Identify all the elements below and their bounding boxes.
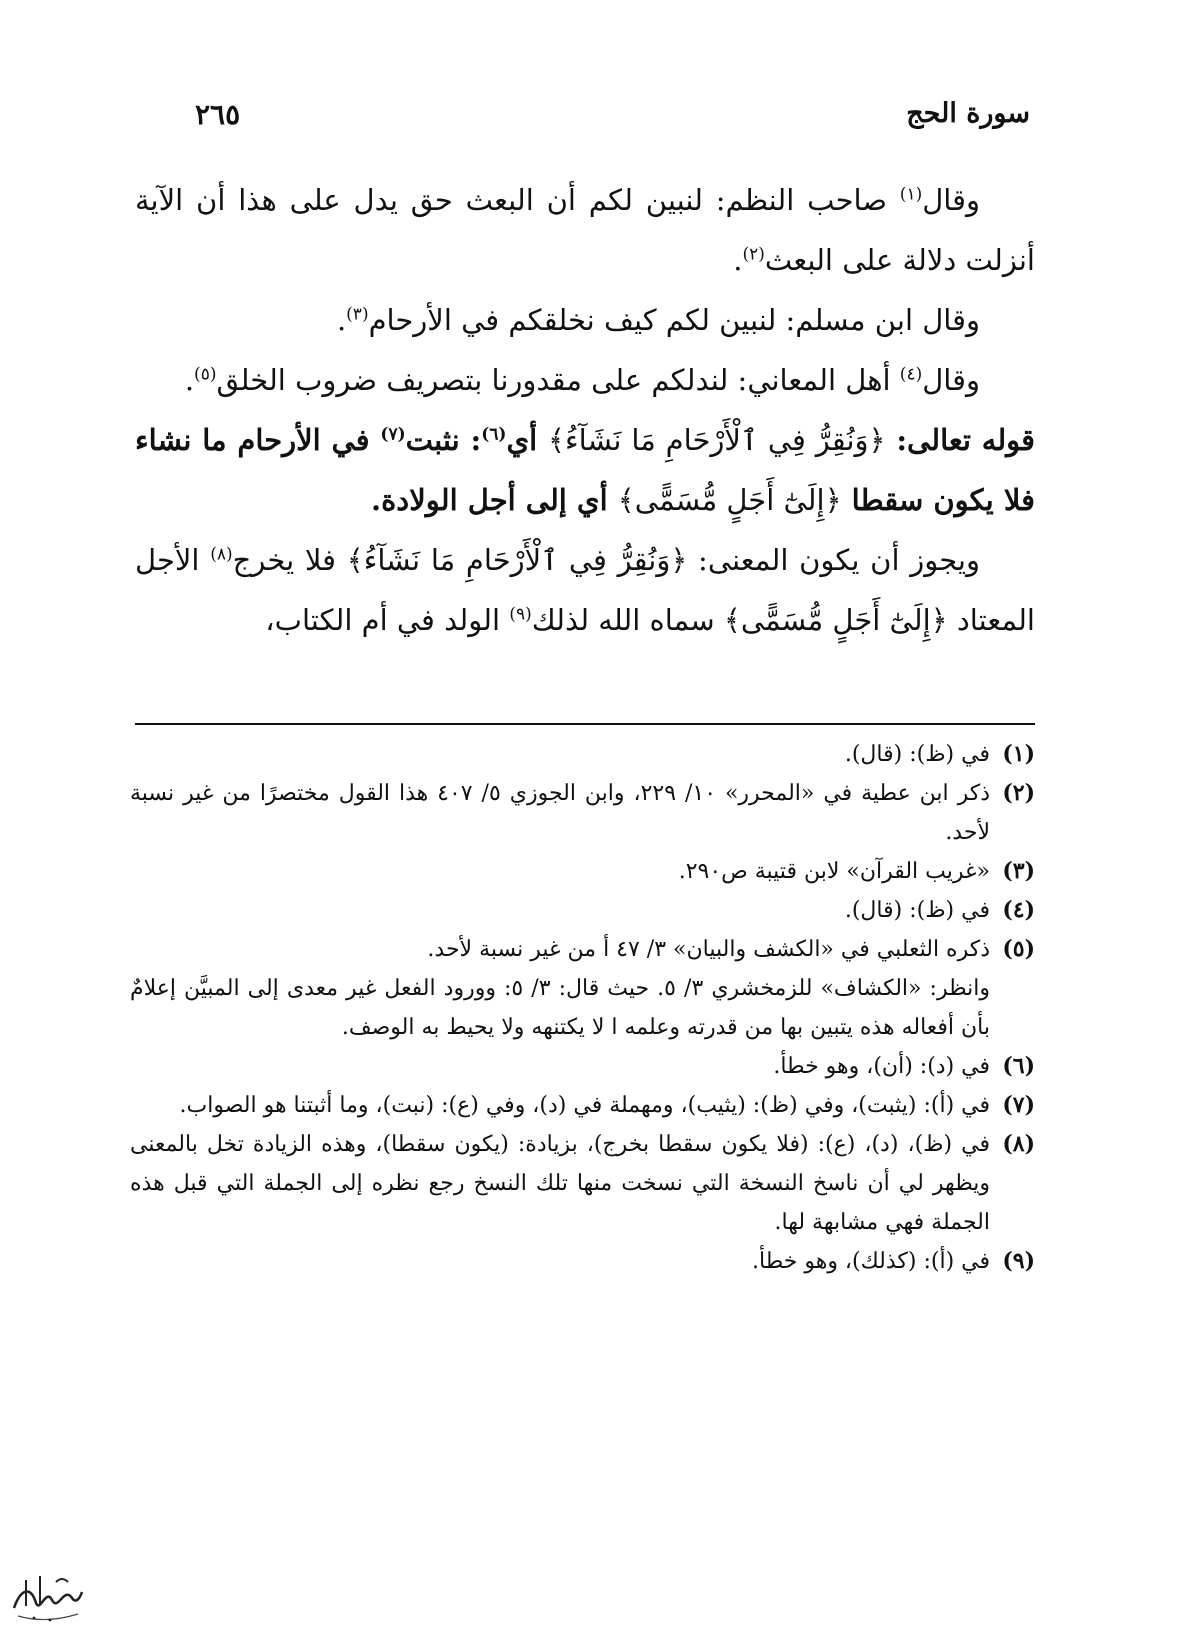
page-header <box>195 98 1030 146</box>
footnote-7 <box>130 1086 1035 1125</box>
paragraph-1 <box>135 170 1035 290</box>
footnote-text: في (أ): (يثبت)، وفي (ظ): (يثيب)، ومهملة في (د)، وفي (ع): (نبت)، وما أثبتنا هو الصواب. <box>179 1093 990 1118</box>
footnote-number: (٢) <box>1002 780 1035 806</box>
text-run: وقال <box>922 363 980 397</box>
footnote-ref-1[interactable]: (١) <box>899 184 923 205</box>
footnote-number: (٣) <box>1002 858 1035 884</box>
footnote-number: (١) <box>1002 741 1035 767</box>
paragraph-5 <box>135 530 1035 650</box>
footnote-5 <box>130 930 1035 1047</box>
text-run: ويجوز أن يكون المعنى: <box>687 543 980 577</box>
text-run: : نثبت <box>405 423 482 457</box>
text-run: وقال <box>922 183 980 217</box>
footnote-3 <box>130 852 1035 891</box>
footnote-number: (٨) <box>1002 1131 1035 1157</box>
footnote-number: (٤) <box>1002 897 1035 923</box>
paragraph-3 <box>135 350 1035 410</box>
footnote-text: «غريب القرآن» لابن قتيبة ص٢٩٠. <box>678 859 990 884</box>
text-run: الأجل المعتاد <box>135 543 1035 637</box>
text-run: فلا يخرج <box>232 543 347 577</box>
footnote-number: (٦) <box>1002 1053 1035 1079</box>
footnote-text: ذكر ابن عطية في «المحرر» ١٠/ ٢٢٩، وابن الجوزي ٥/ ٤٠٧ هذا القول مختصرًا من غير نسبة لأحد. <box>130 781 990 845</box>
footnote-text-line: وانظر: «الكشاف» للزمخشري ٣/ ٥. حيث قال: ٣/ ٥: وورود الفعل غير معدى إلى المبيَّن إعلامٌ بأن أفعاله هذه يتبين بها من قدرته وعلمه ا لا يكتنهه ولا يحيط به الوصف. <box>130 976 991 1040</box>
footnote-text: في (أ): (كذلك)، وهو خطأ. <box>752 1249 990 1274</box>
footnote-number: (٧) <box>1002 1092 1035 1118</box>
text-run: صاحب النظم: لنبين لكم أن البعث حق يدل على هذا أن الآية أنزلت دلالة على البعث <box>135 183 1035 277</box>
paragraph-2 <box>135 290 1035 350</box>
footnote-ref-3[interactable]: (٣) <box>346 304 369 325</box>
footnote-text: في (ظ)، (د)، (ع): (فلا يكون سقطا بخرج)، بزيادة: (يكون سقطا)، وهذه الزيادة تخل بالمعنى ويظهر لي أن ناسخ النسخة التي نسخت منها تلك النسخ رجع نظره إلى الجملة التي قبل هذه الجملة فهي مشابهة لها. <box>130 1132 990 1235</box>
footnote-ref-6[interactable]: (٦) <box>481 424 507 445</box>
footnote-text: في (ظ): (قال). <box>844 742 990 767</box>
footnote-ref-8[interactable]: (٨) <box>210 544 233 565</box>
quran-quote: ﴿وَنُقِرُّ فِي ٱلْأَرْحَامِ مَا نَشَآءُ﴾ <box>548 423 886 457</box>
text-run: . <box>184 363 195 397</box>
footnote-divider <box>135 723 1035 725</box>
footnotes <box>130 735 1035 1281</box>
footnote-1 <box>130 735 1035 774</box>
footnote-4 <box>130 891 1035 930</box>
footnote-text: في (ظ): (قال). <box>844 898 990 923</box>
footnote-ref-2[interactable]: (٢) <box>742 244 765 265</box>
footnote-ref-9[interactable]: (٩) <box>509 604 532 625</box>
footnote-ref-5[interactable]: (٥) <box>194 364 217 385</box>
footnote-6 <box>130 1047 1035 1086</box>
page-number: ٢٦٥ <box>195 98 241 131</box>
footnote-ref-4[interactable]: (٤) <box>899 364 923 385</box>
footnote-text-line: ذكره الثعلبي في «الكشف والبيان» ٣/ ٤٧ أ من غير نسبة لأحد. <box>427 937 990 962</box>
text-run: قوله تعالى: <box>885 423 1036 457</box>
footnote-number: (٥) <box>1002 936 1035 962</box>
text-run: . <box>733 243 743 277</box>
text-run: الولد في أم الكتاب، <box>265 603 510 637</box>
surah-title: سورة الحج <box>906 98 1030 129</box>
quran-quote: ﴿إِلَىٰٓ أَجَلٍ مُّسَمًّى﴾ <box>617 483 842 517</box>
main-text <box>135 170 1035 650</box>
footnote-ref-7[interactable]: (٧) <box>380 424 406 445</box>
watermark-logo-icon <box>6 1568 86 1628</box>
text-run: أهل المعاني: لندلكم على مقدورنا بتصريف ضروب الخلق <box>216 363 900 397</box>
text-run: أي <box>506 423 549 457</box>
quran-quote: ﴿وَنُقِرُّ فِي ٱلْأَرْحَامِ مَا نَشَآءُ﴾ <box>346 543 688 577</box>
footnote-2 <box>130 774 1035 852</box>
footnote-text: في (د): (أن)، وهو خطأ. <box>773 1054 990 1079</box>
text-run: وقال ابن مسلم: لنبين لكم كيف نخلقكم في الأرحام <box>368 303 980 337</box>
footnote-8 <box>130 1125 1035 1242</box>
footnote-number: (٩) <box>1002 1248 1035 1274</box>
text-run: في الأرحام ما نشاء فلا يكون سقطا <box>135 423 1035 517</box>
footnote-text <box>130 930 990 1047</box>
text-run: أي إلى أجل الولادة. <box>371 483 618 517</box>
text-run: . <box>336 303 347 337</box>
quran-quote: ﴿إِلَىٰٓ أَجَلٍ مُّسَمًّى﴾ <box>723 603 948 637</box>
text-run: سماه الله لذلك <box>531 603 724 637</box>
footnote-9 <box>130 1242 1035 1281</box>
paragraph-4 <box>135 410 1035 530</box>
